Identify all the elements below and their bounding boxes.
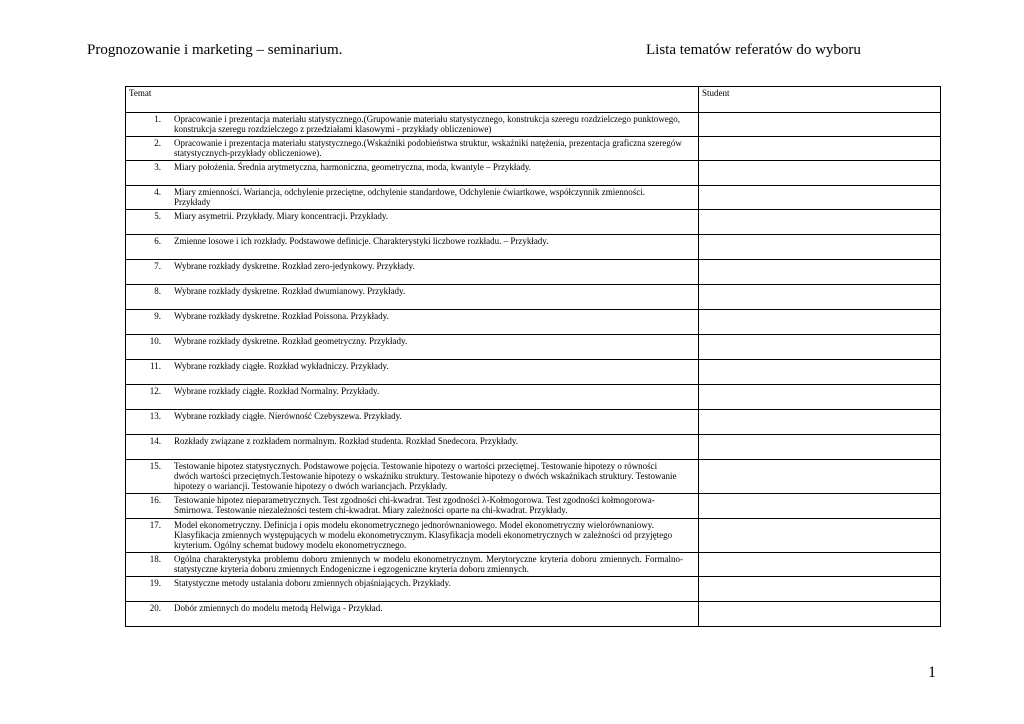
topic-text: Wybrane rozkłady dyskretne. Rozkład Poissona. Przykłady. (174, 311, 389, 321)
table-row (126, 410, 941, 435)
topic-text: Testowanie hipotez nieparametrycznych. Test zgodności chi-kwadrat. Test zgodności λ-Kołmogorowa. Test zgodności kołmogorowa-Smirnowa. Testowanie niezależności testem chi-kwadrat. Miary zależności oparte na chi-kwadrat. Przykłady. (174, 495, 655, 515)
topic-number: 15. (149, 461, 161, 471)
student-cell[interactable] (699, 385, 941, 410)
topic-cell (126, 494, 699, 519)
student-cell[interactable] (699, 161, 941, 186)
topic-text: Wybrane rozkłady dyskretne. Rozkład geometryczny. Przykłady. (174, 336, 408, 346)
table-row (126, 385, 941, 410)
topics-table-body (126, 113, 941, 627)
topic-text: Dobór zmiennych do modelu metodą Helwiga - Przykład. (174, 603, 383, 613)
topic-number: 6. (154, 236, 161, 246)
table-row (126, 137, 941, 161)
table-row (126, 360, 941, 385)
topic-cell (126, 435, 699, 460)
topic-cell (126, 186, 699, 210)
student-cell[interactable] (699, 235, 941, 260)
topic-number: 9. (154, 311, 161, 321)
column-header-topic: Temat (126, 87, 699, 113)
student-cell[interactable] (699, 113, 941, 137)
topic-cell (126, 410, 699, 435)
student-cell[interactable] (699, 435, 941, 460)
topic-text: Statystyczne metody ustalania doboru zmiennych objaśniających. Przykłady. (174, 578, 451, 588)
topic-cell (126, 310, 699, 335)
topic-cell (126, 285, 699, 310)
student-cell[interactable] (699, 577, 941, 602)
student-cell[interactable] (699, 137, 941, 161)
student-cell[interactable] (699, 410, 941, 435)
student-cell[interactable] (699, 186, 941, 210)
topic-text: Rozkłady związane z rozkładem normalnym. Rozkład studenta. Rozkład Snedecora. Przykłady. (174, 436, 519, 446)
student-cell[interactable] (699, 210, 941, 235)
topics-table (125, 86, 941, 627)
topic-cell (126, 210, 699, 235)
topic-text: Wybrane rozkłady ciągłe. Rozkład Normalny. Przykłady. (174, 386, 380, 396)
topic-number: 16. (149, 495, 161, 505)
student-cell[interactable] (699, 519, 941, 553)
topic-text: Miary położenia. Średnia arytmetyczna, harmoniczna, geometryczna, moda, kwantyle – Przykłady. (174, 162, 532, 172)
table-row (126, 210, 941, 235)
topic-cell (126, 385, 699, 410)
table-row (126, 186, 941, 210)
table-row (126, 260, 941, 285)
topic-number: 3. (154, 162, 161, 172)
table-row (126, 460, 941, 494)
document-subtitle: Lista tematów referatów do wyboru (646, 42, 861, 58)
student-cell[interactable] (699, 285, 941, 310)
table-header-row (126, 87, 941, 113)
topic-cell (126, 360, 699, 385)
topic-number: 8. (154, 286, 161, 296)
student-cell[interactable] (699, 494, 941, 519)
table-row (126, 602, 941, 627)
student-cell[interactable] (699, 360, 941, 385)
topic-number: 18. (149, 554, 161, 564)
topic-number: 10. (149, 336, 161, 346)
topic-number: 2. (154, 138, 161, 148)
topic-text: Miary asymetrii. Przykłady. Miary koncentracji. Przykłady. (174, 211, 389, 221)
topic-number: 19. (149, 578, 161, 588)
student-cell[interactable] (699, 335, 941, 360)
table-row (126, 235, 941, 260)
student-cell[interactable] (699, 260, 941, 285)
table-row (126, 577, 941, 602)
student-cell[interactable] (699, 460, 941, 494)
topic-cell (126, 113, 699, 137)
topic-cell (126, 460, 699, 494)
document-title: Prognozowanie i marketing – seminarium. (87, 42, 343, 58)
topic-number: 11. (150, 361, 161, 371)
column-header-student: Student (699, 87, 941, 113)
topic-text: Opracowanie i prezentacja materiału statystycznego.(Wskaźniki podobieństwa struktur, wskaźniki natężenia, prezentacja graficzna szeregów statystycznych-przykłady obliczeniowe). (174, 138, 682, 158)
table-row (126, 553, 941, 577)
topic-number: 12. (149, 386, 161, 396)
topic-cell (126, 335, 699, 360)
topic-number: 1. (154, 114, 161, 124)
topic-text: Zmienne losowe i ich rozkłady. Podstawowe definicje. Charakterystyki liczbowe rozkładu. – Przykłady. (174, 236, 549, 246)
table-row (126, 310, 941, 335)
table-row (126, 435, 941, 460)
student-cell[interactable] (699, 310, 941, 335)
topic-cell (126, 602, 699, 627)
topic-number: 13. (149, 411, 161, 421)
topic-number: 14. (149, 436, 161, 446)
topic-text: Testowanie hipotez statystycznych. Podstawowe pojęcia. Testowanie hipotezy o wartości przeciętnej. Testowanie hipotezy o równości dwóch wartości przeciętnych.Testowanie hipotezy o wskaźniku struktury. Testowanie hipotezy o dwóch wskaźnikach struktury. Testowanie hipotezy o wariancji. Testowanie hipotezy o dwóch wariancjach. Przykłady. (174, 461, 677, 491)
page-number: 1 (928, 664, 936, 681)
topic-number: 5. (154, 211, 161, 221)
table-row (126, 285, 941, 310)
topic-text: Miary zmienności. Wariancja, odchylenie przeciętne, odchylenie standardowe, Odchylenie ćwiartkowe, współczynnik zmienności. Przykłady (174, 187, 645, 207)
topic-text: Ogólna charakterystyka problemu doboru zmiennych w modelu ekonometrycznym. Merytoryczne kryteria doboru zmiennych. Formalno-statystyczne kryteria doboru zmiennych Endogeniczne i egzogeniczne kryteria doboru zmiennych. (174, 554, 683, 574)
table-row (126, 113, 941, 137)
topic-number: 20. (149, 603, 161, 613)
topic-cell (126, 235, 699, 260)
topic-text: Wybrane rozkłady ciągłe. Nierówność Czebyszewa. Przykłady. (174, 411, 402, 421)
topic-cell (126, 519, 699, 553)
topic-cell (126, 260, 699, 285)
topic-text: Wybrane rozkłady dyskretne. Rozkład zero-jedynkowy. Przykłady. (174, 261, 415, 271)
topic-text: Model ekonometryczny. Definicja i opis modelu ekonometrycznego jednorównaniowego. Model ekonometryczny wielorównaniowy. Klasyfikacja zmiennych występujących w modelu ekonometrycznym. Klasyfikacja modeli ekonometrycznych w zależności od przyjętego kryterium. Ogólny schemat budowy modelu ekonometrycznego. (174, 520, 673, 550)
topic-cell (126, 137, 699, 161)
topic-number: 7. (154, 261, 161, 271)
student-cell[interactable] (699, 602, 941, 627)
topic-cell (126, 553, 699, 577)
table-row (126, 494, 941, 519)
table-row (126, 161, 941, 186)
student-cell[interactable] (699, 553, 941, 577)
table-row (126, 519, 941, 553)
topic-number: 4. (154, 187, 161, 197)
topic-text: Wybrane rozkłady dyskretne. Rozkład dwumianowy. Przykłady. (174, 286, 406, 296)
topic-number: 17. (149, 520, 161, 530)
topic-cell (126, 161, 699, 186)
topic-text: Opracowanie i prezentacja materiału statystycznego.(Grupowanie materiału statystycznego, konstrukcja szeregu rozdzielczego punktowego, konstrukcja szeregu rozdzielczego z przedziałami klasowymi - przykłady obliczeniowe) (174, 114, 681, 134)
topic-text: Wybrane rozkłady ciągłe. Rozkład wykładniczy. Przykłady. (174, 361, 389, 371)
table-row (126, 335, 941, 360)
topic-cell (126, 577, 699, 602)
